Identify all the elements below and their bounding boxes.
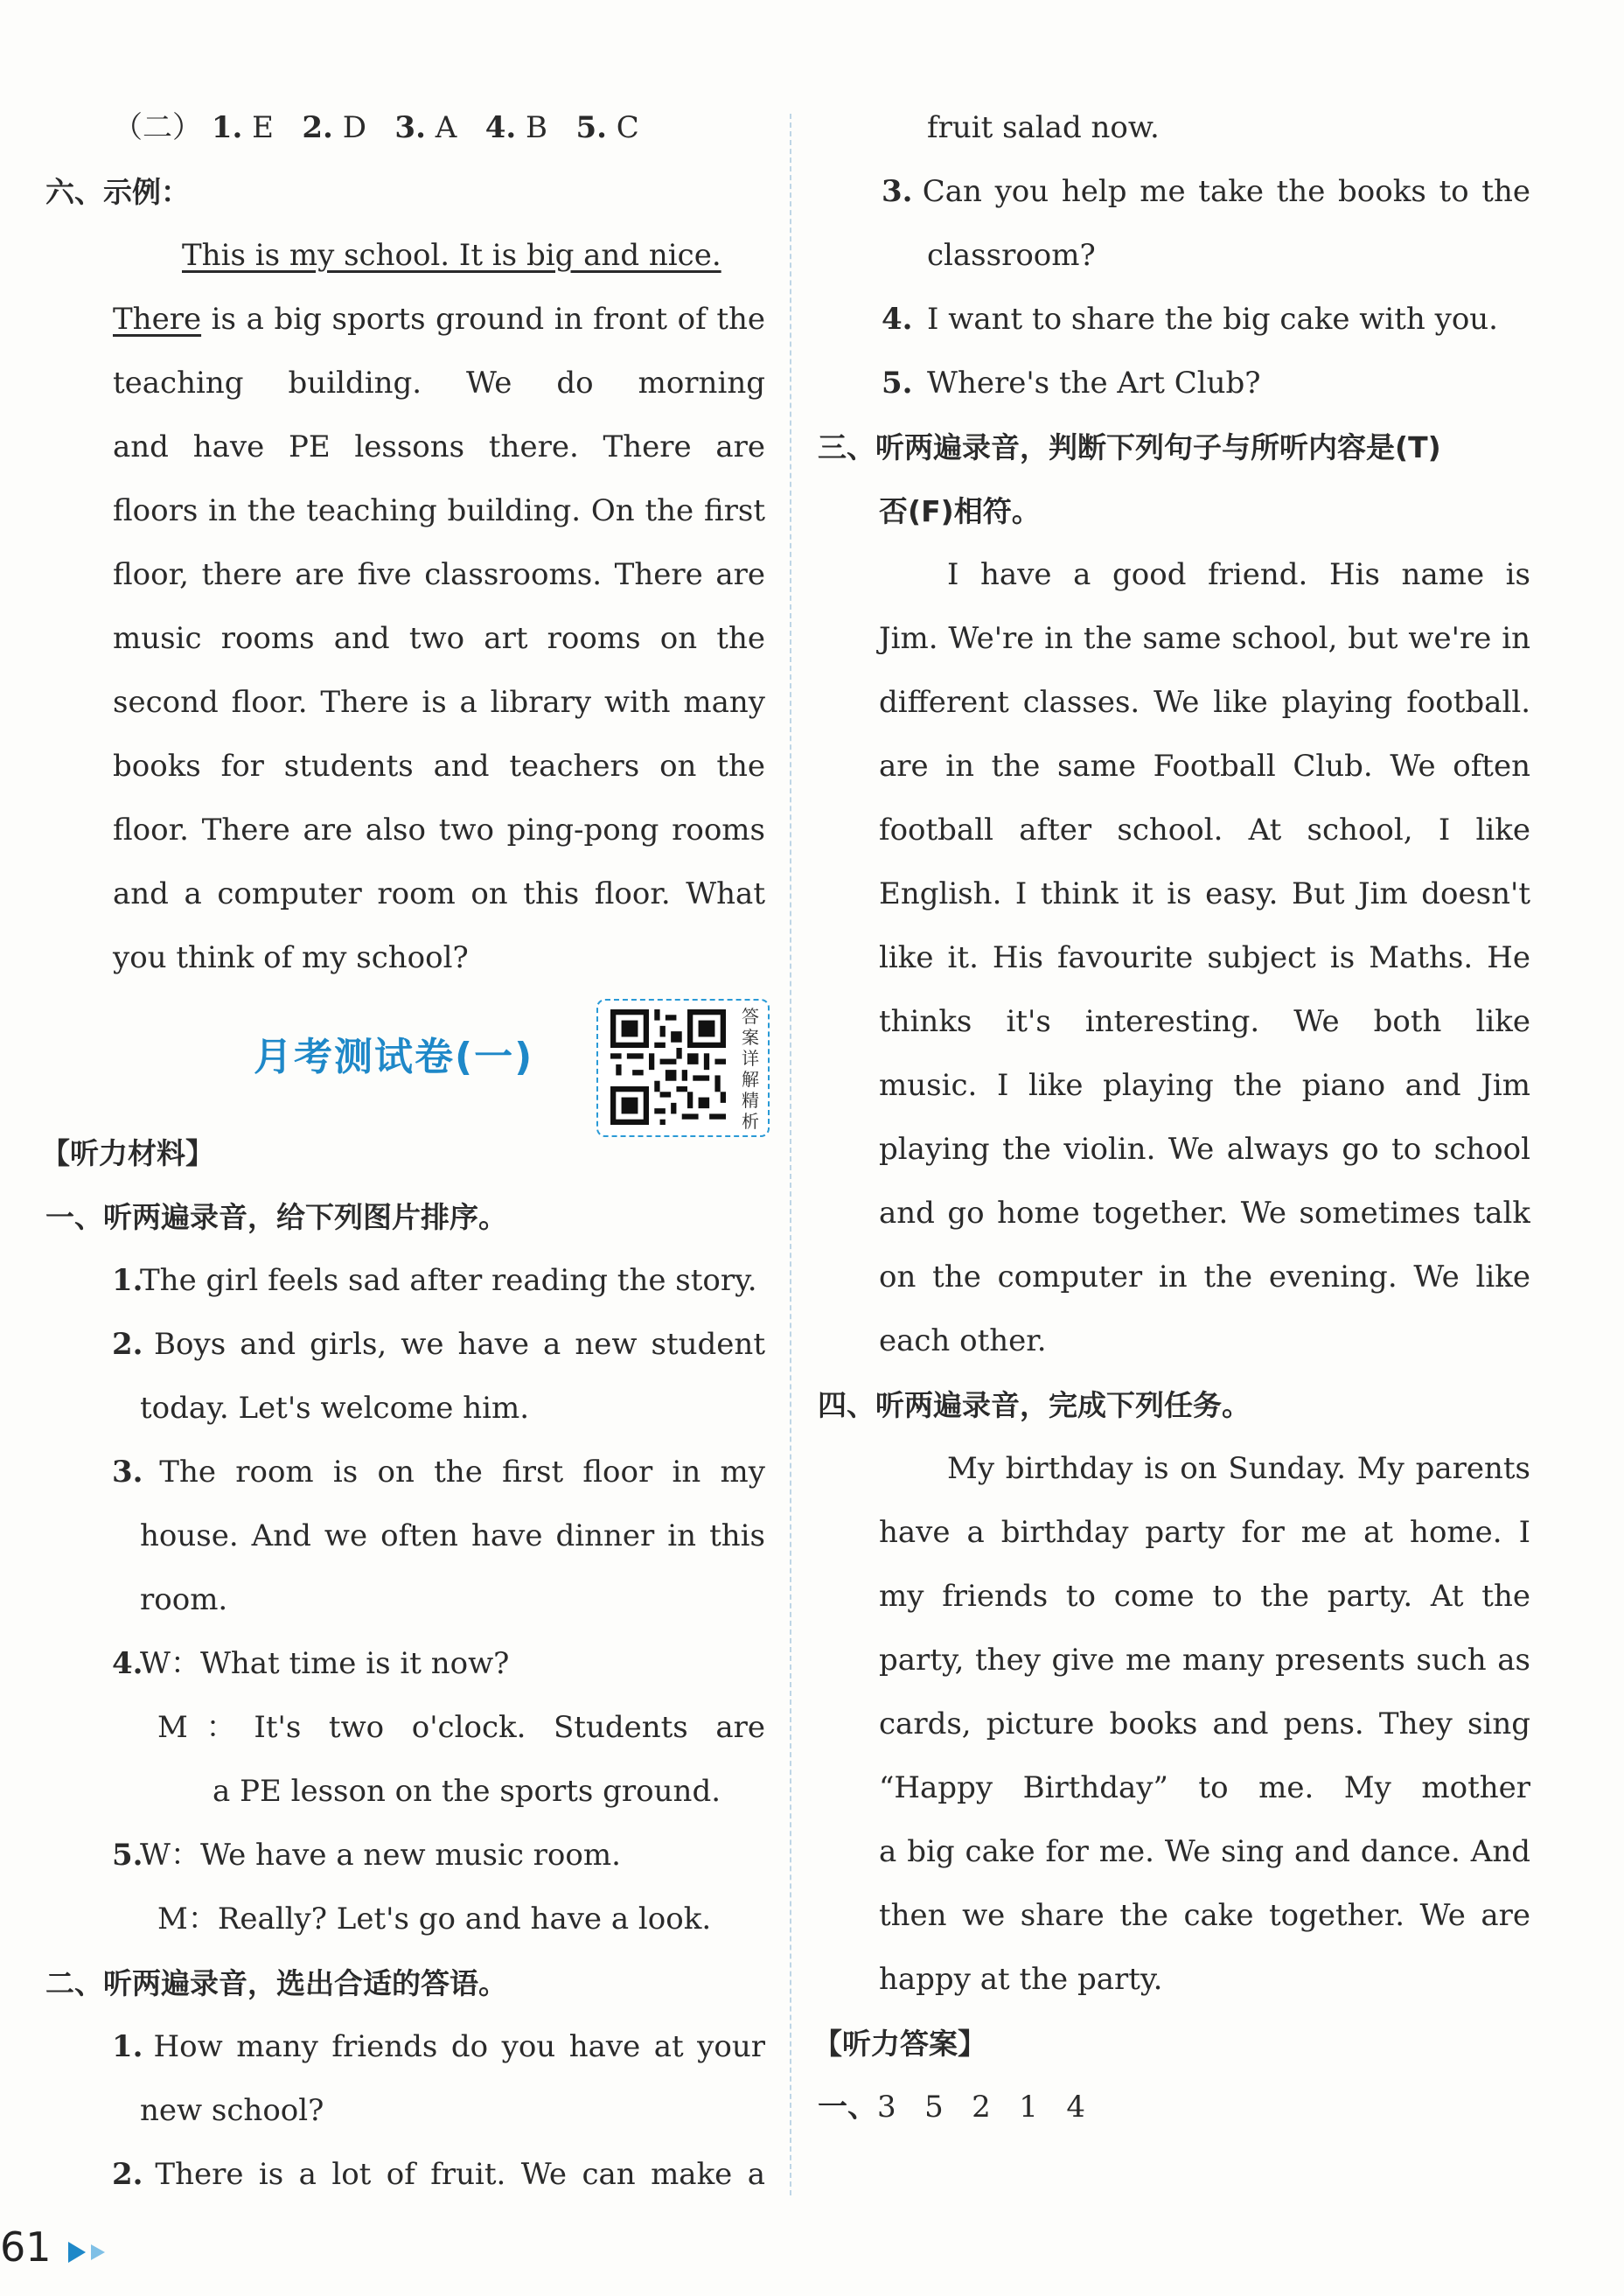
answer-value: E — [252, 110, 274, 145]
qr-side-char: 案 — [742, 1027, 759, 1048]
page-number: 61 — [0, 2223, 52, 2271]
essay-line: you think of my school? — [113, 940, 469, 975]
answer-value: 2 — [972, 2090, 991, 2125]
listening-material-heading: 【听力材料】 — [41, 1136, 214, 1170]
passage-line: English. I think it is easy. But Jim doesn't — [879, 876, 1530, 911]
answer-value: D — [342, 110, 366, 145]
answer-prefix: 一、 — [818, 2090, 877, 2125]
essay-underlined-word: There — [113, 302, 202, 337]
qr-side-char: 精 — [742, 1090, 759, 1111]
list-item — [48, 1313, 765, 1377]
item-text: I want to share the big cake with you. — [927, 302, 1498, 337]
item-number: 2. — [112, 1327, 143, 1362]
answer-prefix: （二） — [113, 110, 202, 145]
answer-value: 4 — [1066, 2090, 1085, 2125]
test-title: 月考测试卷(一) — [254, 1035, 534, 1079]
essay-line: and have PE lessons there. There are — [113, 429, 765, 464]
next-arrows-icon — [68, 2239, 121, 2265]
item-text: Where's the Art Club? — [927, 366, 1261, 401]
item-text: Can you help me take the books to the — [922, 174, 1530, 209]
list-item — [48, 1441, 765, 1504]
list-item — [813, 288, 1530, 352]
answer-num: 3. — [394, 110, 426, 145]
essay-line: second floor. There is a library with many — [113, 685, 765, 720]
column-divider — [790, 114, 791, 2195]
qr-side-char: 详 — [742, 1048, 759, 1069]
list-item — [48, 1824, 765, 1888]
essay-text: is a big sports ground in front of the — [201, 302, 765, 337]
answer-value: 1 — [1019, 2090, 1038, 2125]
answer-value: C — [616, 110, 639, 145]
essay-line: floors in the teaching building. On the first — [113, 493, 765, 528]
qr-code-box[interactable] — [596, 999, 770, 1137]
passage-line: like it. His favourite subject is Maths. He — [879, 940, 1530, 975]
qr-side-label — [740, 1006, 761, 1132]
dialogue-m: M：Really? Let's go and have a look. — [157, 1902, 712, 1937]
essay-line: and a computer room on this floor. What — [113, 876, 765, 911]
list-item — [48, 2143, 765, 2207]
dialogue-m-cont: a PE lesson on the sports ground. — [213, 1774, 721, 1809]
passage-line: different classes. We like playing football. — [879, 685, 1530, 720]
answer-row — [813, 2076, 1530, 2139]
passage-line: playing the violin. We always go to school — [879, 1132, 1530, 1167]
answer-line — [48, 96, 765, 160]
passage-line: thinks it's interesting. We both like — [879, 1004, 1530, 1039]
section3-heading-cont: 否(F)相符。 — [879, 494, 1041, 528]
list-item-cont: new school? — [140, 2093, 324, 2128]
essay-line: floor. There are also two ping-pong rooms — [113, 813, 765, 848]
item-number: 4. — [882, 302, 913, 337]
qr-side-char: 答 — [742, 1006, 759, 1027]
passage-line: my friends to come to the party. At the — [879, 1579, 1530, 1614]
section2-heading: 二、听两遍录音，选出合适的答语。 — [45, 1966, 507, 2000]
passage-line: My birthday is on Sunday. My parents — [947, 1451, 1530, 1486]
list-item-cont: room. — [140, 1582, 228, 1617]
answer-value: B — [526, 110, 548, 145]
passage-line: have a birthday party for me at home. I — [879, 1515, 1530, 1550]
passage-line: Jim. We're in the same school, but we're in — [879, 621, 1530, 656]
passage-line: cards, picture books and pens. They sing — [879, 1706, 1530, 1741]
item-number: 4. — [112, 1646, 143, 1681]
passage-line: are in the same Football Club. We often — [879, 749, 1530, 784]
item-text: Boys and girls, we have a new student — [154, 1327, 765, 1362]
essay-line: music rooms and two art rooms on the — [113, 621, 765, 656]
passage-line: happy at the party. — [879, 1962, 1163, 1997]
item-number: 3. — [112, 1455, 143, 1490]
list-item — [813, 352, 1530, 415]
essay-line — [48, 224, 765, 288]
dialogue-w: W：We have a new music room. — [140, 1838, 621, 1873]
essay-line: floor, there are five classrooms. There are — [113, 557, 765, 592]
answer-value: 3 — [877, 2090, 896, 2125]
passage-line: each other. — [879, 1323, 1047, 1358]
essay-line — [48, 288, 765, 352]
dialogue-w: W：What time is it now? — [140, 1646, 510, 1681]
list-item-cont: house. And we often have dinner in this — [140, 1518, 765, 1553]
list-item — [813, 160, 1530, 224]
item-text: The girl feels sad after reading the story. — [140, 1263, 757, 1298]
passage-line: party, they give me many presents such as — [879, 1643, 1530, 1678]
essay-line: teaching building. We do morning — [113, 366, 765, 401]
passage-line: music. I like playing the piano and Jim — [879, 1068, 1530, 1103]
essay-line: books for students and teachers on the — [113, 749, 765, 784]
passage-line: “Happy Birthday” to me. My mother — [879, 1770, 1530, 1805]
passage-line: I have a good friend. His name is — [947, 557, 1530, 592]
answer-num: 2. — [302, 110, 333, 145]
answer-value: 5 — [924, 2090, 944, 2125]
passage-line: and go home together. We sometimes talk — [879, 1196, 1530, 1231]
item-number: 3. — [882, 174, 913, 209]
list-item-cont: fruit salad now. — [927, 110, 1160, 145]
item-text: The room is on the first floor in my — [159, 1455, 765, 1490]
left-column — [41, 96, 765, 2207]
passage-line: on the computer in the evening. We like — [879, 1260, 1530, 1295]
test-title-row — [48, 990, 765, 1132]
answer-num: 1. — [211, 110, 243, 145]
item-number: 1. — [112, 1263, 143, 1298]
item-text: There is a lot of fruit. We can make a — [155, 2157, 765, 2192]
answer-num: 5. — [575, 110, 607, 145]
qr-code-icon — [607, 1009, 729, 1125]
qr-side-char: 解 — [742, 1069, 759, 1090]
list-item-cont: classroom? — [927, 238, 1096, 273]
list-item-cont: today. Let's welcome him. — [140, 1391, 530, 1426]
item-number: 5. — [882, 366, 913, 401]
list-item — [48, 1249, 765, 1313]
right-column — [813, 96, 1530, 2139]
item-number: 5. — [112, 1838, 143, 1873]
answer-value: A — [435, 110, 457, 145]
passage-line: then we share the cake together. We are — [879, 1898, 1530, 1933]
item-number: 1. — [112, 2029, 143, 2064]
list-item — [48, 1632, 765, 1696]
section6-heading: 六、示例： — [45, 175, 190, 209]
listening-answer-heading: 【听力答案】 — [813, 2027, 986, 2061]
list-item — [48, 2015, 765, 2079]
section4-heading: 四、听两遍录音，完成下列任务。 — [818, 1388, 1251, 1422]
essay-underlined: This is my school. It is big and nice. — [182, 238, 721, 273]
section3-heading: 三、听两遍录音，判断下列句子与所听内容是(T) — [818, 430, 1441, 464]
item-number: 2. — [112, 2157, 143, 2192]
section1-heading: 一、听两遍录音，给下列图片排序。 — [45, 1200, 507, 1234]
answer-num: 4. — [484, 110, 517, 145]
qr-side-char: 析 — [742, 1111, 759, 1132]
dialogue-m: M：It's two o'clock. Students are — [157, 1710, 765, 1745]
passage-line: football after school. At school, I like — [879, 813, 1530, 848]
passage-line: a big cake for me. We sing and dance. And — [879, 1834, 1530, 1869]
item-text: How many friends do you have at your — [153, 2029, 765, 2064]
